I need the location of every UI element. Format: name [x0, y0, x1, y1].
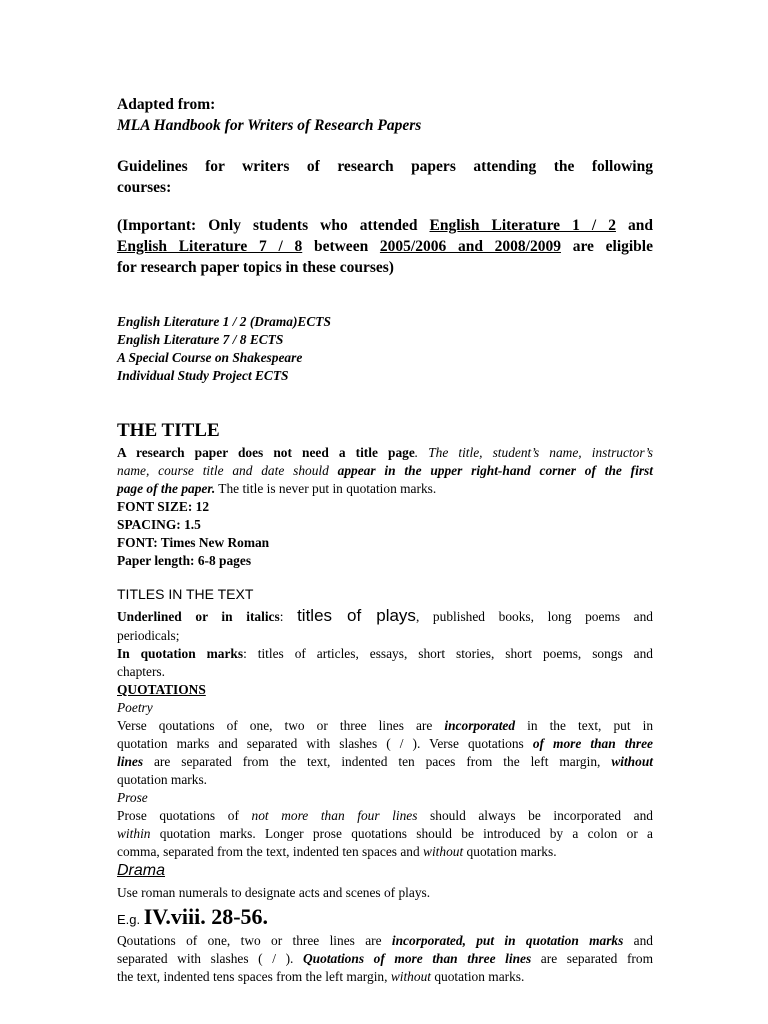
poetry-line-4: quotation marks. — [117, 772, 208, 787]
drama-line-4: the text, indented tens spaces from the left margin, without quotation marks. — [117, 969, 525, 984]
titles-line-3: In quotation marks: titles of articles, essays, short stories, short poems, songs and — [117, 646, 653, 661]
font-size-spec: FONT SIZE: 12 — [117, 499, 210, 514]
drama-example: E.g. IV.viii. 28-56. — [117, 904, 269, 929]
poetry-line-3: lines are separated from the text, indented ten paces from the left margin, without — [117, 754, 653, 769]
drama-line-2: Qoutations of one, two or three lines are incorporated, put in quotation marks and — [117, 933, 653, 948]
poetry-line-2: quotation marks and separated with slashes ( / ). Verse quotations of more than three — [117, 736, 653, 751]
course-item: English Literature 1 / 2 (Drama)ECTS — [117, 314, 331, 329]
course-item: Individual Study Project ECTS — [117, 368, 289, 383]
adapted-label: Adapted from: — [117, 96, 216, 113]
prose-line-2: within quotation marks. Longer prose quotations should be introduced by a colon or a — [117, 826, 653, 841]
titles-in-text-heading: TITLES IN THE TEXT — [117, 586, 254, 602]
drama-line-3: separated with slashes ( / ). Quotations of more than three lines are separated from — [117, 951, 653, 966]
drama-heading: Drama — [117, 862, 166, 879]
poetry-subheading: Poetry — [117, 700, 153, 715]
source-title: MLA Handbook for Writers of Research Papers — [117, 117, 422, 134]
prose-line-1: Prose quotations of not more than four lines should always be incorporated and — [117, 808, 653, 823]
font-spec: FONT: Times New Roman — [117, 535, 270, 550]
title-heading: THE TITLE — [117, 420, 220, 441]
titles-line-1: Underlined or in italics: titles of plays, published books, long poems and — [117, 606, 654, 625]
course-item: English Literature 7 / 8 ECTS — [117, 332, 284, 347]
course-item: A Special Course on Shakespeare — [117, 350, 303, 365]
prose-line-3: comma, separated from the text, indented ten spaces and without quotation marks. — [117, 844, 557, 859]
prose-subheading: Prose — [117, 790, 148, 805]
quotations-heading: QUOTATIONS — [117, 682, 206, 697]
paper-length-spec: Paper length: 6-8 pages — [117, 553, 252, 568]
titles-line-4: chapters. — [117, 664, 165, 679]
important-line-3: for research paper topics in these courses) — [117, 259, 394, 276]
important-line-1: (Important: Only students who attended English Literature 1 / 2 and — [117, 217, 653, 234]
important-line-2: English Literature 7 / 8 between 2005/2006 and 2008/2009 are eligible — [117, 238, 653, 255]
drama-line-1: Use roman numerals to designate acts and scenes of plays. — [117, 885, 431, 900]
spacing-spec: SPACING: 1.5 — [117, 517, 201, 532]
titles-line-2: periodicals; — [117, 628, 180, 643]
poetry-line-1: Verse qoutations of one, two or three lines are incorporated in the text, put in — [117, 718, 654, 733]
guidelines-line-2: courses: — [117, 179, 172, 196]
title-para-line-2: name, course title and date should appear in the upper right-hand corner of the first — [117, 463, 653, 478]
title-para-line-1: A research paper does not need a title page. The title, student’s name, instructor’s — [117, 445, 653, 460]
guidelines-line-1: Guidelines for writers of research papers attending the following — [117, 158, 653, 175]
title-para-line-3: page of the paper. The title is never put in quotation marks. — [117, 481, 437, 496]
